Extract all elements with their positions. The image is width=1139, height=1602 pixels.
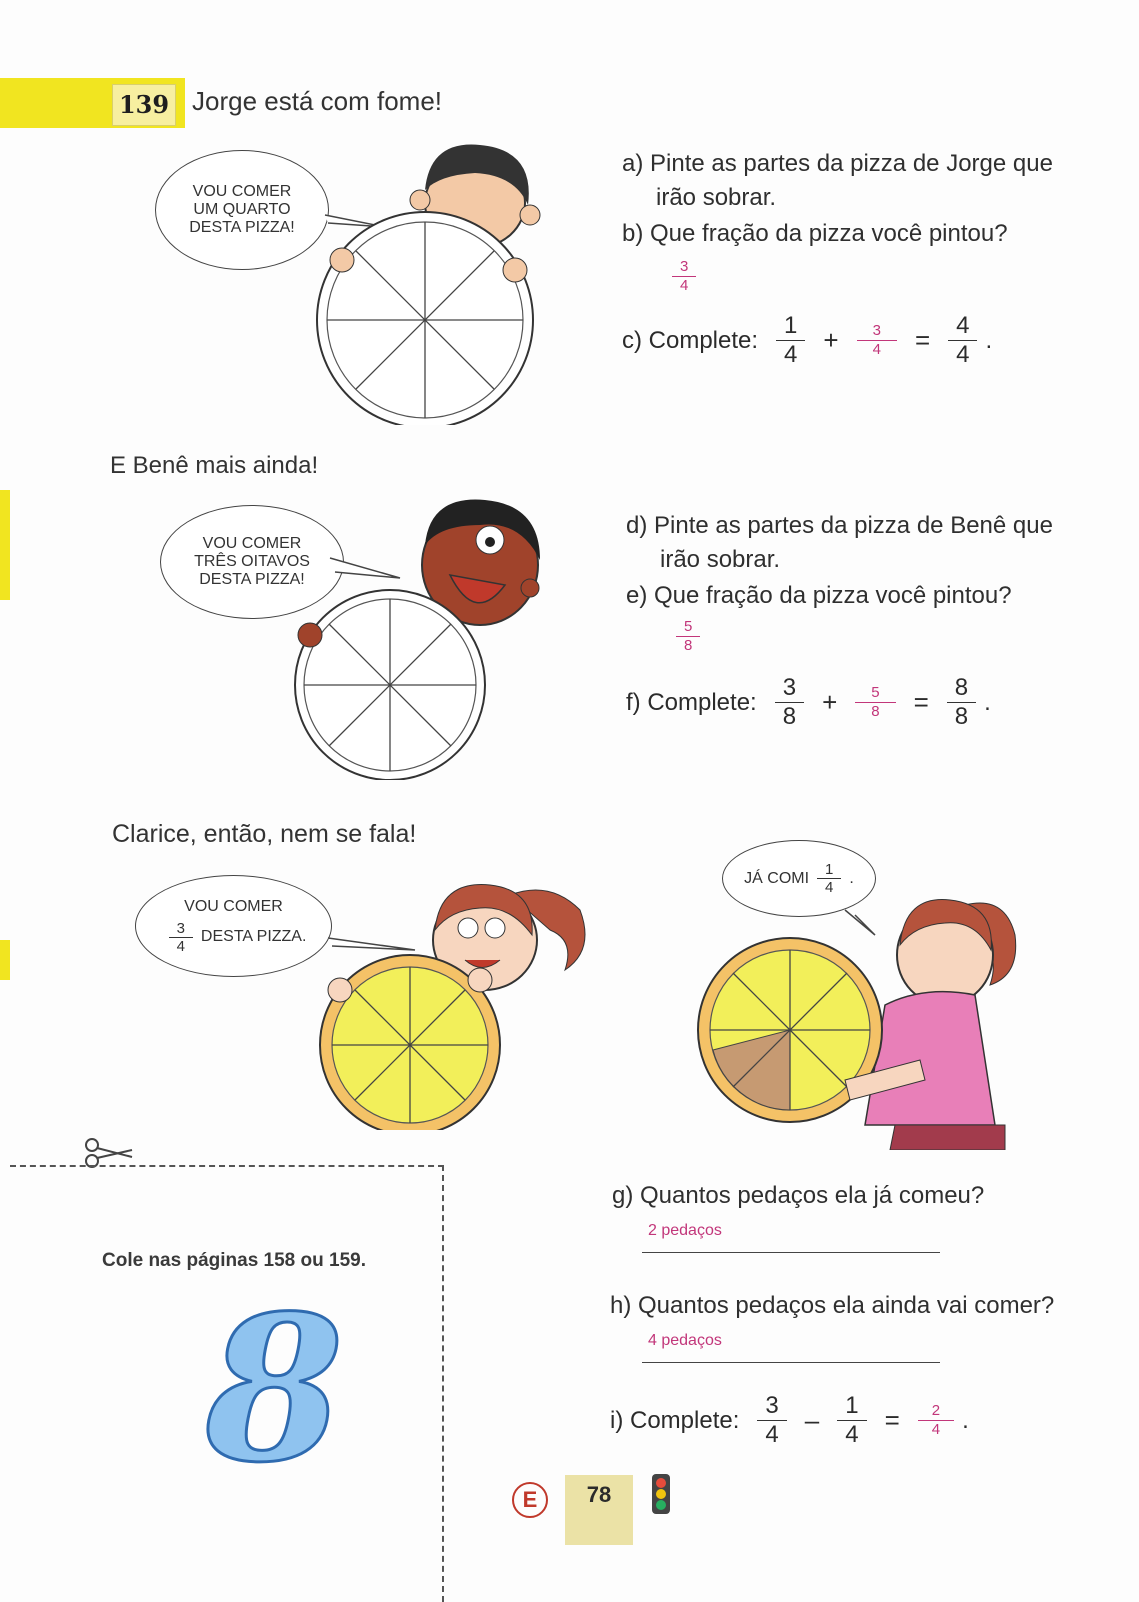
side-band (0, 490, 10, 600)
period: . (984, 688, 991, 716)
bubble-line: VOU COMER (184, 897, 283, 915)
page-title: Jorge está com fome! (192, 86, 442, 116)
minus-sign: – (804, 1405, 820, 1435)
clarice-pizza-illustration (310, 860, 610, 1130)
numerator: 3 (857, 322, 897, 341)
jorge-pizza-illustration (300, 135, 550, 425)
side-band (0, 940, 10, 980)
numerator: 4 (948, 312, 977, 341)
numerator: 1 (776, 312, 805, 341)
question-h: h) Quantos pedaços ela ainda vai comer? (610, 1292, 1055, 1319)
cutout-instruction: Cole nas páginas 158 ou 159. (102, 1250, 366, 1271)
question-b: b) Que fração da pizza você pintou? (622, 220, 1008, 247)
bubble-line: VOU COMER (192, 183, 292, 200)
equation-c (622, 312, 992, 369)
bubble-line: VOU COMER (202, 535, 302, 552)
section-title-bene: E Benê mais ainda! (110, 452, 319, 479)
period: . (962, 1406, 969, 1434)
plus-sign: + (823, 325, 839, 355)
bubble-line: UM QUARTO (193, 201, 291, 218)
numerator: 2 (918, 1402, 954, 1421)
numerator: 3 (169, 920, 193, 938)
answer-line-h (642, 1332, 940, 1363)
denominator: 4 (825, 879, 834, 896)
denominator: 8 (684, 637, 693, 654)
numerator: 3 (757, 1392, 786, 1421)
equation-f (626, 674, 991, 731)
denominator: 4 (956, 341, 970, 368)
bubble-line: DESTA PIZZA! (189, 219, 295, 236)
denominator: 8 (871, 703, 880, 720)
complete-label: f) Complete: (626, 688, 757, 716)
denominator: 4 (872, 341, 881, 358)
numerator: 8 (947, 674, 976, 703)
answer-line-g (642, 1222, 940, 1253)
period: . (985, 326, 993, 354)
complete-label: c) Complete: (622, 326, 759, 354)
denominator: 4 (784, 341, 798, 368)
traffic-light-icon (648, 1470, 674, 1518)
denominator: 4 (845, 1421, 859, 1448)
section-title-clarice: Clarice, então, nem se fala! (112, 820, 417, 848)
answer-e (668, 618, 708, 655)
plus-sign: + (822, 687, 838, 717)
denominator: 4 (680, 277, 689, 294)
question-a-cont: irão sobrar. (656, 184, 777, 211)
page-number-box: 139 (112, 84, 176, 126)
e-badge-icon: E (512, 1482, 548, 1518)
denominator: 8 (782, 703, 797, 730)
numerator: 3 (775, 674, 804, 703)
numerator: 5 (855, 684, 895, 703)
denominator: 8 (954, 703, 969, 730)
bubble-line: TRÊS OITAVOS (194, 553, 310, 570)
period: . (849, 869, 854, 887)
bene-pizza-illustration (290, 490, 560, 780)
numerator: 1 (817, 861, 841, 879)
answer-b (664, 258, 704, 295)
cutout-digit: 8 (205, 1272, 345, 1507)
numerator: 3 (672, 258, 696, 277)
footer-page-number: 78 (565, 1475, 633, 1545)
question-e: e) Que fração da pizza você pintou? (626, 582, 1012, 609)
bubble-line: DESTA PIZZA! (199, 571, 305, 588)
question-d: d) Pinte as partes da pizza de Benê que (626, 512, 1053, 539)
equation-i (610, 1392, 969, 1449)
clarice-eaten-pizza-illustration (695, 855, 1025, 1150)
answer-g: 2 pedaços (648, 1222, 722, 1239)
equals-sign: = (914, 325, 931, 355)
denominator: 4 (176, 937, 185, 955)
question-d-cont: irão sobrar. (660, 546, 781, 573)
numerator: 1 (837, 1392, 866, 1421)
equals-sign: = (913, 687, 929, 717)
answer-h: 4 pedaços (648, 1332, 722, 1349)
numerator: 5 (676, 618, 700, 637)
speech-bubble-clarice-1 (135, 875, 332, 977)
bubble-line: JÁ COMI (744, 869, 810, 887)
bubble-line: DESTA PIZZA. (200, 928, 307, 945)
question-g: g) Quantos pedaços ela já comeu? (612, 1182, 985, 1209)
denominator: 4 (931, 1421, 941, 1438)
equals-sign: = (884, 1405, 900, 1435)
denominator: 4 (765, 1421, 779, 1448)
question-a: a) Pinte as partes da pizza de Jorge que (622, 150, 1053, 177)
complete-label: i) Complete: (610, 1406, 740, 1434)
